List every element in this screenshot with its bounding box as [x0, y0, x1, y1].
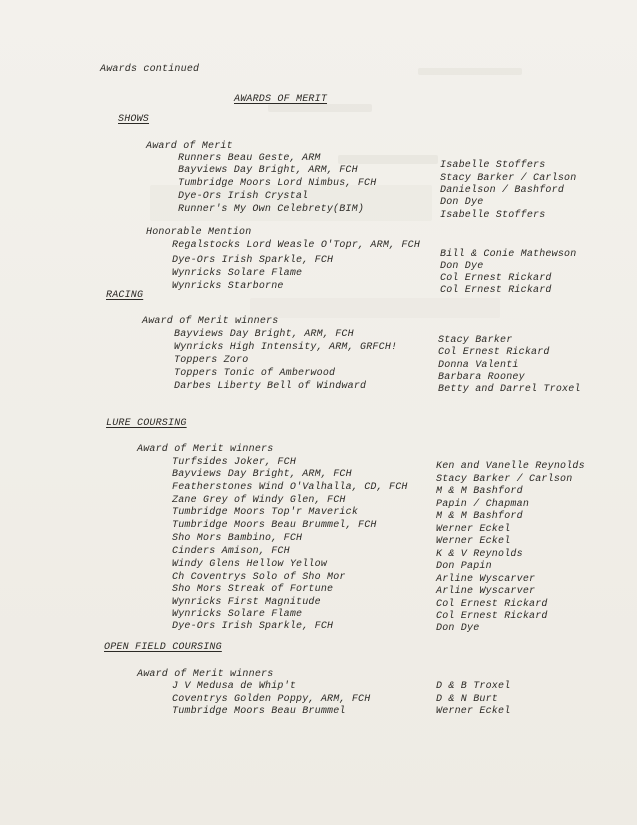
- owner-name: Barbara Rooney: [438, 372, 525, 383]
- owner-name: Werner Eckel: [436, 536, 511, 547]
- dog-name: Runners Beau Geste, ARM: [178, 153, 321, 164]
- owner-name: Don Dye: [440, 261, 484, 272]
- owner-name: Don Dye: [436, 623, 480, 634]
- owner-name: Col Ernest Rickard: [436, 611, 548, 622]
- dog-name: Dye-Ors Irish Sparkle, FCH: [172, 255, 334, 266]
- owner-name: Betty and Darrel Troxel: [438, 384, 581, 395]
- dog-name: Regalstocks Lord Weasle O'Topr, ARM, FCH: [172, 240, 421, 251]
- dog-name: Coventrys Golden Poppy, ARM, FCH: [172, 694, 371, 705]
- owner-name: Col Ernest Rickard: [436, 599, 548, 610]
- page-title: AWARDS OF MERIT: [234, 94, 328, 105]
- owner-name: Col Ernest Rickard: [438, 347, 550, 358]
- section-heading-shows: SHOWS: [118, 114, 150, 125]
- dog-name: Darbes Liberty Bell of Windward: [174, 381, 367, 392]
- owner-name: Don Papin: [436, 561, 492, 572]
- dog-name: Bayviews Day Bright, ARM, FCH: [178, 165, 358, 176]
- owner-name: M & M Bashford: [436, 511, 523, 522]
- owner-name: Stacy Barker / Carlson: [436, 474, 573, 485]
- dog-name: Wynricks Solare Flame: [172, 268, 303, 279]
- dog-name: Featherstones Wind O'Valhalla, CD, FCH: [172, 482, 408, 493]
- section-heading-lure-coursing: LURE COURSING: [106, 418, 187, 429]
- dog-name: Wynricks First Magnitude: [172, 597, 321, 608]
- owner-name: Isabelle Stoffers: [440, 210, 546, 221]
- owner-name: Papin / Chapman: [436, 499, 530, 510]
- dog-name: Wynricks Solare Flame: [172, 609, 303, 620]
- bleed-through-mark: [250, 298, 500, 318]
- owner-name: Arline Wyscarver: [436, 574, 536, 585]
- award-subheading: Award of Merit winners: [137, 669, 274, 680]
- dog-name: Toppers Tonic of Amberwood: [174, 368, 336, 379]
- dog-name: Cinders Amison, FCH: [172, 546, 290, 557]
- dog-name: Tumbridge Moors Top'r Maverick: [172, 507, 359, 518]
- dog-name: Toppers Zoro: [174, 355, 249, 366]
- dog-name: J V Medusa de Whip't: [172, 681, 297, 692]
- bleed-through-mark: [418, 68, 522, 75]
- bleed-through-mark: [338, 155, 438, 164]
- dog-name: Tumbridge Moors Beau Brummel, FCH: [172, 520, 377, 531]
- award-subheading: Award of Merit: [146, 141, 233, 152]
- dog-name: Runner's My Own Celebrety(BIM): [178, 204, 365, 215]
- dog-name: Wynricks Starborne: [172, 281, 284, 292]
- owner-name: Bill & Conie Mathewson: [440, 249, 577, 260]
- owner-name: K & V Reynolds: [436, 549, 523, 560]
- owner-name: D & B Troxel: [436, 681, 511, 692]
- dog-name: Sho Mors Streak of Fortune: [172, 584, 334, 595]
- dog-name: Sho Mors Bambino, FCH: [172, 533, 303, 544]
- owner-name: Don Dye: [440, 197, 484, 208]
- dog-name: Windy Glens Hellow Yellow: [172, 559, 328, 570]
- continued-label: Awards continued: [100, 64, 200, 75]
- owner-name: Isabelle Stoffers: [440, 160, 546, 171]
- dog-name: Tumbridge Moors Beau Brummel: [172, 706, 346, 717]
- dog-name: Bayviews Day Bright, ARM, FCH: [174, 329, 354, 340]
- award-subheading: Award of Merit winners: [137, 444, 274, 455]
- owner-name: Danielson / Bashford: [440, 185, 565, 196]
- award-subheading: Award of Merit winners: [142, 316, 279, 327]
- honorable-subheading: Honorable Mention: [146, 227, 252, 238]
- owner-name: D & N Burt: [436, 694, 499, 705]
- dog-name: Zane Grey of Windy Glen, FCH: [172, 495, 346, 506]
- owner-name: Werner Eckel: [436, 524, 511, 535]
- section-heading-open-field-coursing: OPEN FIELD COURSING: [104, 642, 222, 653]
- dog-name: Dye-Ors Irish Crystal: [178, 191, 309, 202]
- owner-name: Col Ernest Rickard: [440, 285, 552, 296]
- dog-name: Bayviews Day Bright, ARM, FCH: [172, 469, 352, 480]
- dog-name: Ch Coventrys Solo of Sho Mor: [172, 572, 346, 583]
- section-heading-racing: RACING: [106, 290, 144, 301]
- owner-name: Werner Eckel: [436, 706, 511, 717]
- dog-name: Dye-Ors Irish Sparkle, FCH: [172, 621, 334, 632]
- owner-name: Arline Wyscarver: [436, 586, 536, 597]
- dog-name: Turfsides Joker, FCH: [172, 457, 297, 468]
- owner-name: M & M Bashford: [436, 486, 523, 497]
- owner-name: Col Ernest Rickard: [440, 273, 552, 284]
- dog-name: Tumbridge Moors Lord Nimbus, FCH: [178, 178, 377, 189]
- owner-name: Ken and Vanelle Reynolds: [436, 461, 585, 472]
- owner-name: Stacy Barker / Carlson: [440, 173, 577, 184]
- owner-name: Stacy Barker: [438, 335, 513, 346]
- owner-name: Donna Valenti: [438, 360, 519, 371]
- dog-name: Wynricks High Intensity, ARM, GRFCH!: [174, 342, 398, 353]
